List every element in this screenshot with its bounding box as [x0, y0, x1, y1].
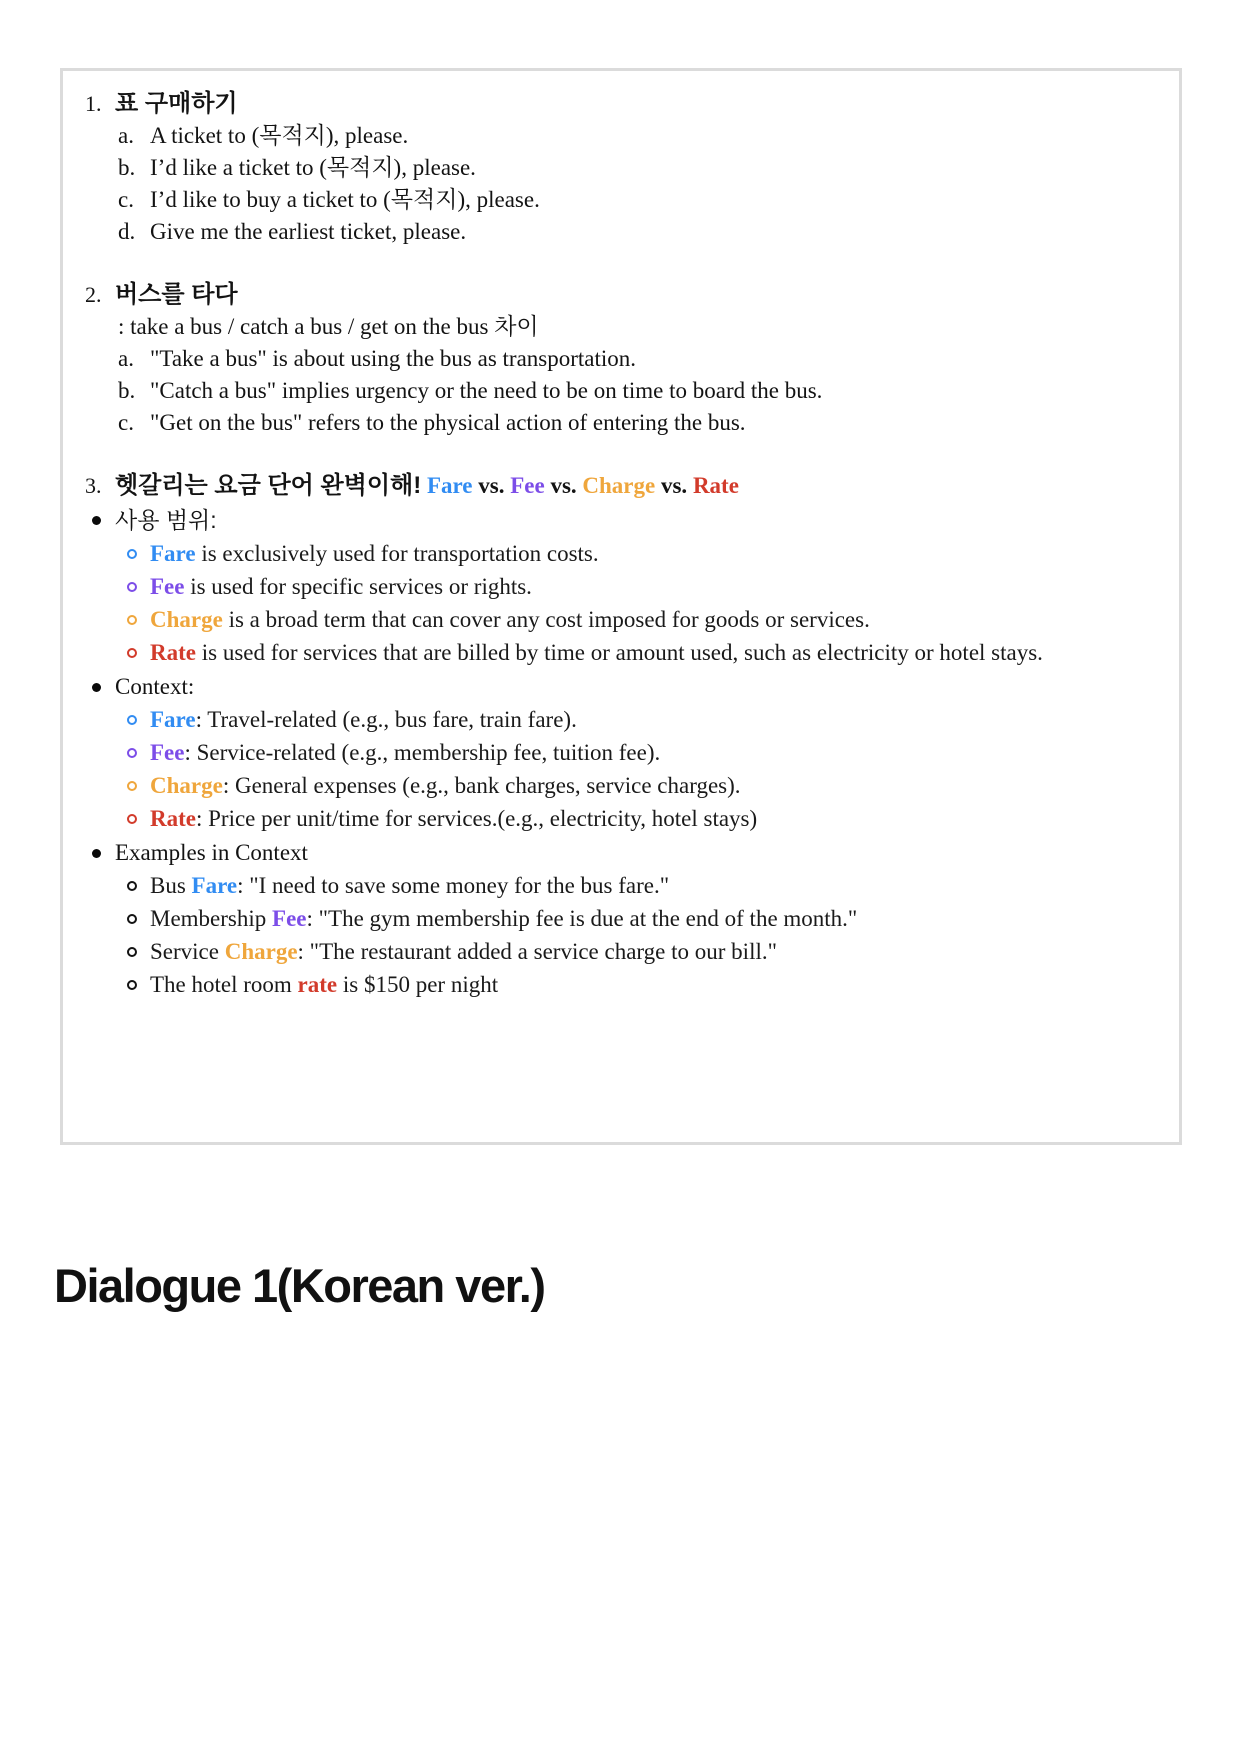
section-2-title-row	[63, 279, 1159, 311]
keyword: Charge	[150, 773, 223, 798]
section-title: 헷갈리는 요금 단어 완벽이해!	[115, 472, 422, 499]
list-item	[63, 407, 1159, 439]
term-charge: Charge	[582, 473, 656, 498]
list-item	[63, 604, 1159, 636]
section-ticket-buying	[63, 88, 1159, 248]
item-text: is used for services that are billed by time or amount used, such as electricity or hotel stays.	[195, 640, 1043, 665]
keyword: Rate	[150, 640, 196, 665]
item-prefix: Bus	[150, 873, 192, 898]
item-letter: b.	[118, 155, 136, 180]
item-text: : Service-related (e.g., membership fee, tuition fee).	[184, 740, 661, 765]
keyword: Fee	[272, 906, 307, 931]
list-item	[63, 903, 1159, 935]
circle-bullet-icon	[127, 947, 137, 957]
circle-bullet-icon	[127, 814, 137, 824]
keyword: Fare	[150, 541, 196, 566]
term-fee: Fee	[510, 473, 545, 498]
subtitle-text: : take a bus / catch a bus / get on the bus 차이	[118, 314, 539, 339]
circle-bullet-icon	[127, 648, 137, 658]
section-number: 3.	[85, 473, 102, 498]
list-item	[63, 737, 1159, 769]
item-text: I’d like to buy a ticket to (목적지), please.	[150, 187, 540, 212]
section-number: 2.	[85, 282, 102, 307]
circle-bullet-icon	[127, 881, 137, 891]
item-text: : Price per unit/time for services.(e.g., electricity, hotel stays)	[195, 806, 758, 831]
item-letter: a.	[118, 123, 134, 148]
item-text: : Travel-related (e.g., bus fare, train fare).	[195, 707, 577, 732]
item-prefix: Membership	[150, 906, 273, 931]
keyword: Fee	[150, 740, 185, 765]
keyword: Charge	[150, 607, 223, 632]
item-text: "Take a bus" is about using the bus as transportation.	[150, 346, 637, 371]
item-letter: b.	[118, 378, 136, 403]
keyword: Rate	[150, 806, 196, 831]
section-3-title-row	[63, 470, 1159, 502]
section-title: 표 구매하기	[115, 90, 238, 117]
list-item	[63, 770, 1159, 802]
group-label: 사용 범위:	[115, 507, 217, 533]
item-letter: c.	[118, 187, 134, 212]
keyword: Fee	[150, 574, 185, 599]
group-usage-label-row	[63, 504, 1159, 537]
keyword: Fare	[150, 707, 196, 732]
item-text: "Get on the bus" refers to the physical action of entering the bus.	[150, 410, 746, 435]
group-examples-label-row	[63, 837, 1159, 869]
circle-bullet-icon	[127, 781, 137, 791]
section-number: 1.	[85, 91, 102, 116]
bullet-icon	[92, 516, 101, 525]
list-item	[63, 803, 1159, 835]
section-1-title-row	[63, 88, 1159, 120]
list-item	[63, 969, 1159, 1001]
item-text: Give me the earliest ticket, please.	[150, 219, 467, 244]
bullet-icon	[92, 683, 101, 692]
item-letter: a.	[118, 346, 134, 371]
vs-label: vs.	[660, 473, 688, 498]
circle-bullet-icon	[127, 748, 137, 758]
vs-label: vs.	[478, 473, 505, 498]
circle-bullet-icon	[127, 980, 137, 990]
list-item	[63, 343, 1159, 375]
item-text: is used for specific services or rights.	[184, 574, 532, 599]
item-text: : "I need to save some money for the bus fare."	[237, 873, 670, 898]
dialogue-heading: Dialogue 1(Korean ver.)	[54, 1259, 545, 1312]
term-rate: Rate	[692, 473, 739, 498]
item-text: is exclusively used for transportation costs.	[195, 541, 599, 566]
list-item	[63, 637, 1159, 669]
list-item	[63, 704, 1159, 736]
circle-bullet-icon	[127, 549, 137, 559]
list-item	[63, 184, 1159, 216]
section-2-subtitle	[63, 311, 1159, 343]
keyword: Charge	[224, 939, 298, 964]
list-item	[63, 120, 1159, 152]
circle-bullet-icon	[127, 615, 137, 625]
item-prefix: Service	[150, 939, 225, 964]
list-item	[63, 538, 1159, 570]
bullet-icon	[92, 849, 101, 858]
keyword: Fare	[191, 873, 238, 898]
item-text: : "The restaurant added a service charge to our bill."	[297, 939, 777, 964]
item-text: : General expenses (e.g., bank charges, service charges).	[222, 773, 741, 798]
item-prefix: The hotel room	[150, 972, 298, 997]
item-text: I’d like a ticket to (목적지), please.	[150, 155, 476, 180]
list-item	[63, 936, 1159, 968]
item-text: "Catch a bus" implies urgency or the need to be on time to board the bus.	[150, 378, 823, 403]
keyword: rate	[297, 972, 338, 997]
group-context-label-row	[63, 671, 1159, 703]
item-text: is $150 per night	[337, 972, 499, 997]
item-letter: c.	[118, 410, 134, 435]
list-item	[63, 216, 1159, 248]
content-box	[60, 68, 1182, 1145]
list-item	[63, 870, 1159, 902]
item-text: : "The gym membership fee is due at the end of the month."	[306, 906, 858, 931]
item-text: A ticket to (목적지), please.	[150, 123, 409, 148]
section-title: 버스를 타다	[115, 281, 238, 308]
group-label: Examples in Context	[115, 840, 308, 865]
circle-bullet-icon	[127, 582, 137, 592]
list-item	[63, 571, 1159, 603]
list-item	[63, 152, 1159, 184]
circle-bullet-icon	[127, 715, 137, 725]
group-label: Context:	[115, 674, 195, 699]
item-text: is a broad term that can cover any cost imposed for goods or services.	[222, 607, 870, 632]
term-fare: Fare	[426, 473, 473, 498]
vs-label: vs.	[550, 473, 577, 498]
item-letter: d.	[118, 219, 136, 244]
circle-bullet-icon	[127, 914, 137, 924]
section-fare-fee-charge-rate	[63, 470, 1159, 1001]
section-taking-bus	[63, 279, 1159, 439]
list-item	[63, 375, 1159, 407]
